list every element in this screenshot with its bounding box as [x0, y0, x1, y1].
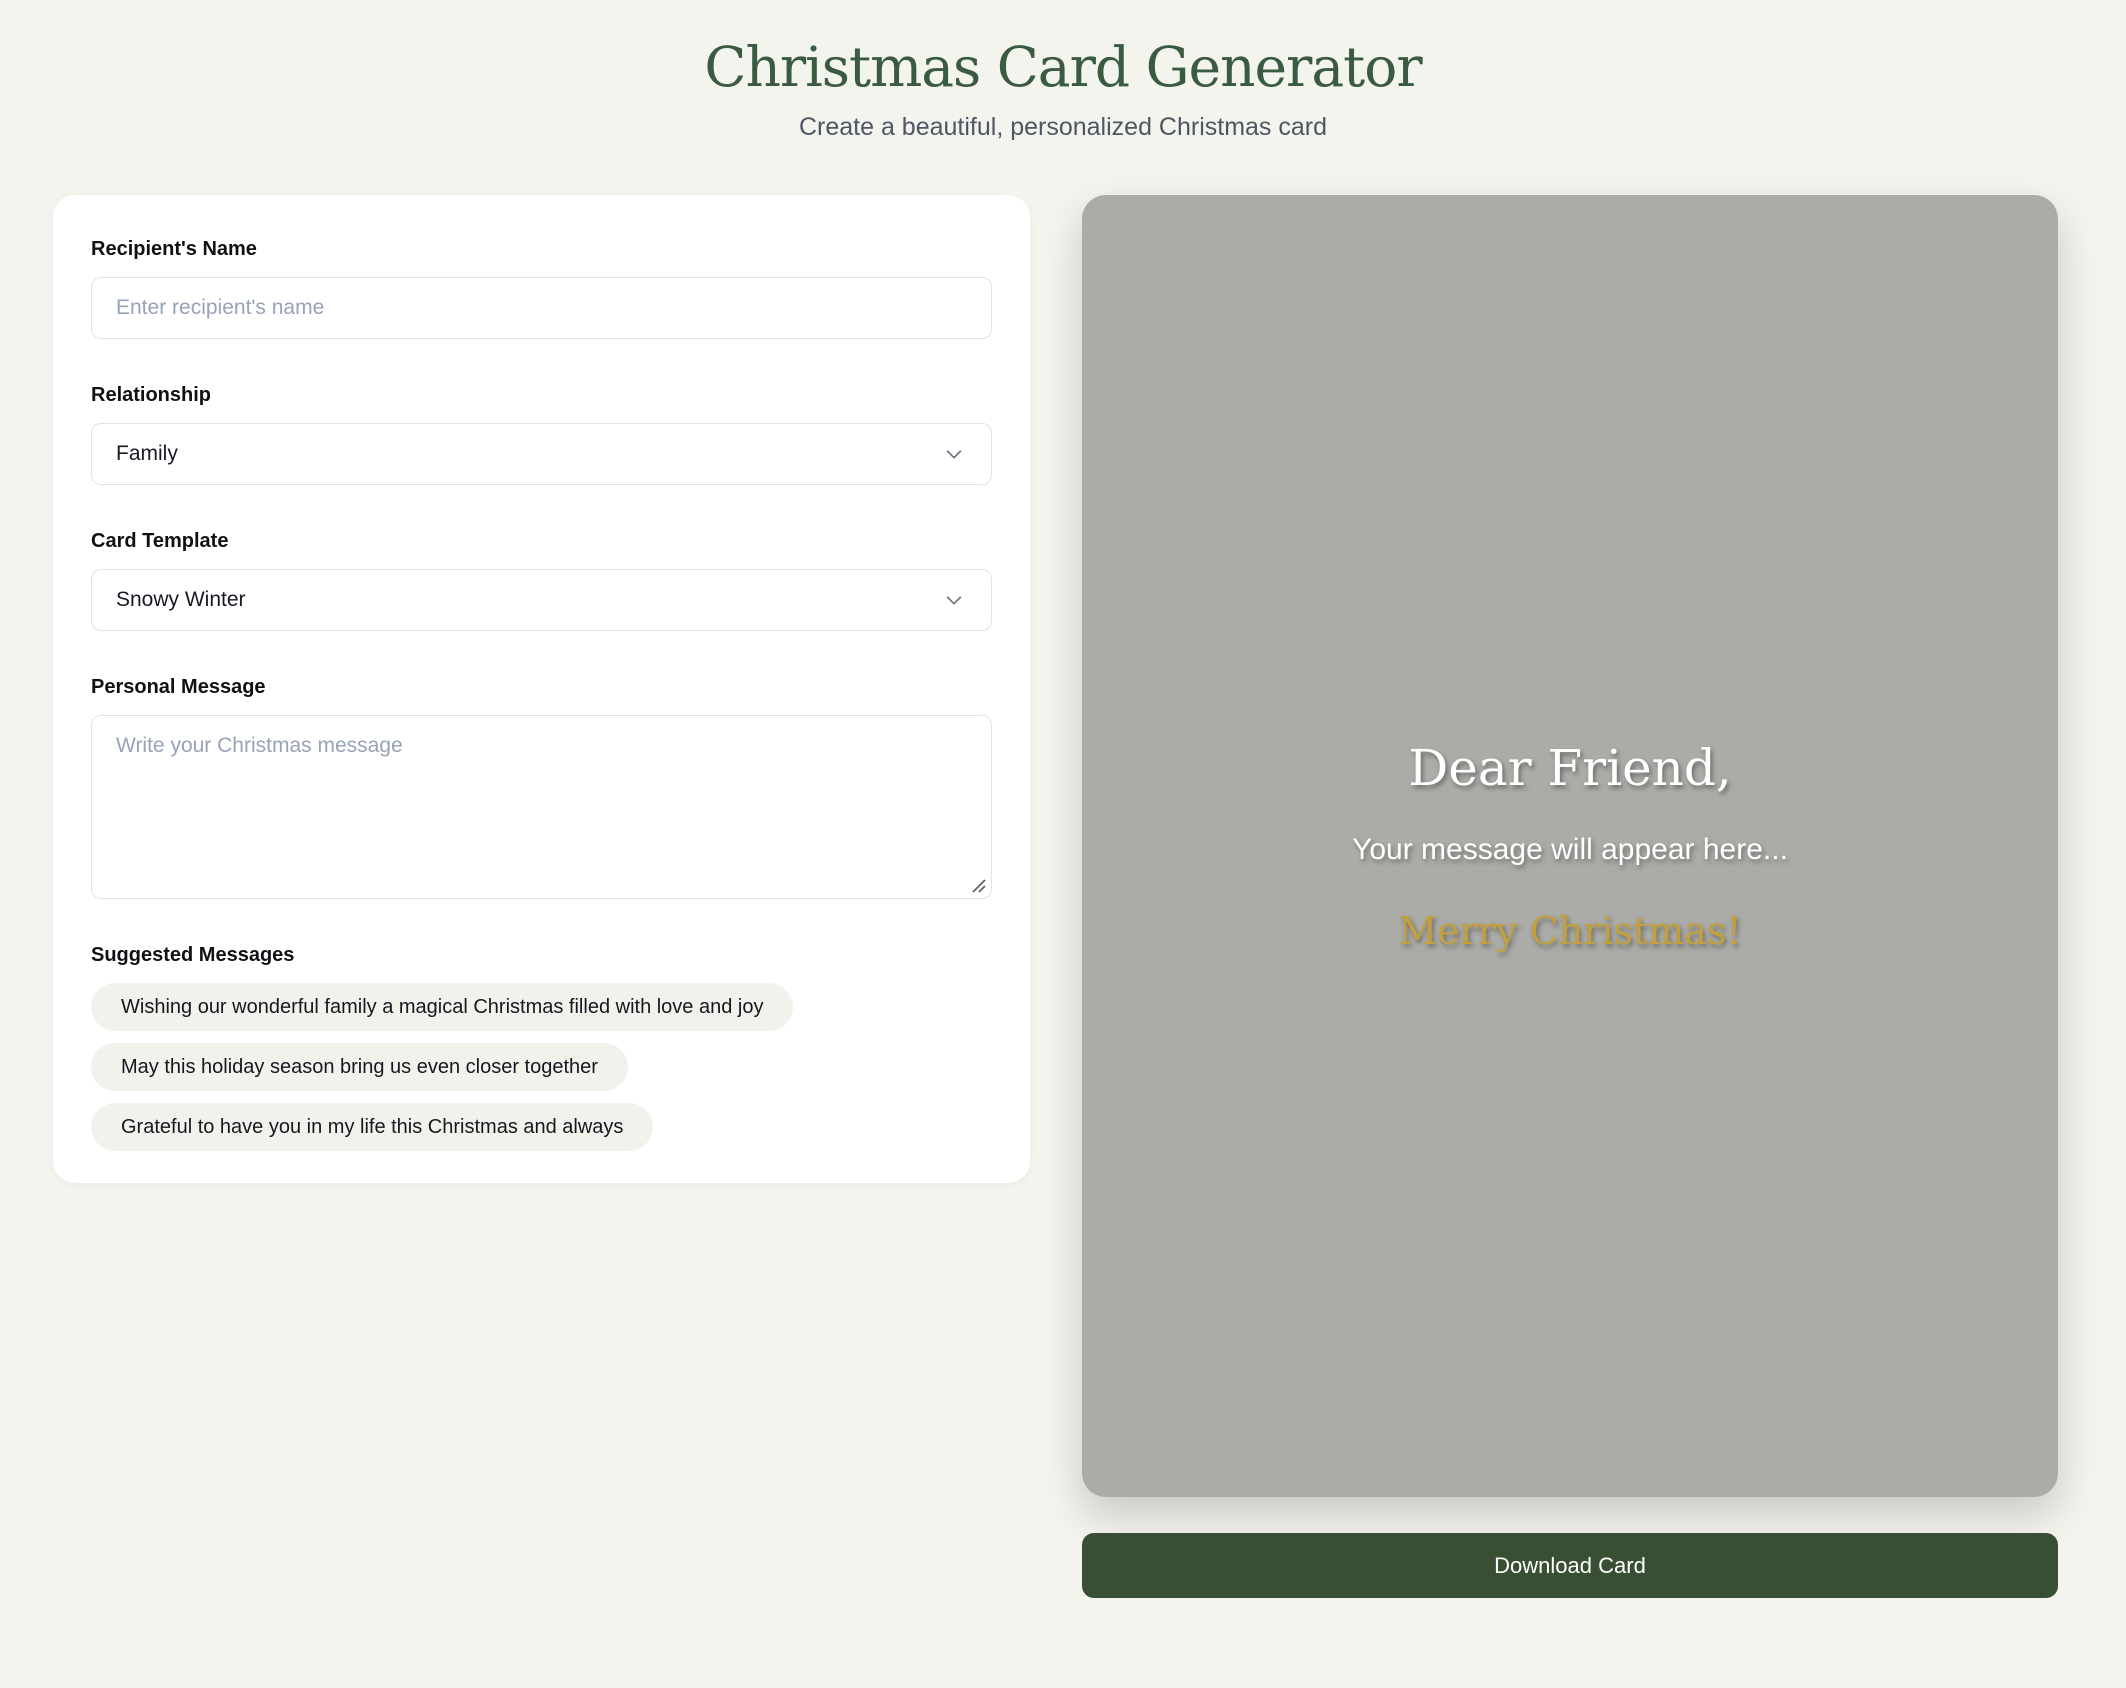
- preview-closing-text: Merry Christmas!: [1398, 909, 1742, 953]
- card-preview: [1082, 195, 2058, 1497]
- recipient-name-label: Recipient's Name: [91, 238, 257, 260]
- personal-message-wrap: [91, 715, 992, 899]
- suggested-messages-label: Suggested Messages: [91, 944, 295, 966]
- personal-message-label: Personal Message: [91, 676, 266, 698]
- card-template-selected-value: Snowy Winter: [116, 588, 246, 611]
- page-title: Christmas Card Generator: [704, 35, 1422, 99]
- relationship-select[interactable]: [91, 423, 992, 485]
- chevron-down-icon: [943, 589, 965, 611]
- download-card-button[interactable]: Download Card: [1082, 1533, 2058, 1598]
- suggested-message-pill[interactable]: Wishing our wonderful family a magical Christmas filled with love and joy: [91, 983, 793, 1031]
- card-template-label: Card Template: [91, 530, 229, 552]
- suggested-message-pill[interactable]: May this holiday season bring us even closer together: [91, 1043, 628, 1091]
- card-template-select[interactable]: [91, 569, 992, 631]
- personal-message-textarea[interactable]: [91, 715, 992, 899]
- preview-message-text: Your message will appear here...: [1352, 833, 1788, 866]
- card-form-panel: [53, 195, 1030, 1183]
- header: [0, 36, 2126, 142]
- preview-greeting-text: Dear Friend,: [1408, 739, 1732, 797]
- chevron-down-icon: [943, 443, 965, 465]
- relationship-label: Relationship: [91, 384, 212, 406]
- recipient-name-input[interactable]: [91, 277, 992, 339]
- relationship-selected-value: Family: [116, 442, 178, 465]
- page-subtitle: Create a beautiful, personalized Christmas card: [798, 113, 1328, 142]
- suggested-message-pill[interactable]: Grateful to have you in my life this Christmas and always: [91, 1103, 653, 1151]
